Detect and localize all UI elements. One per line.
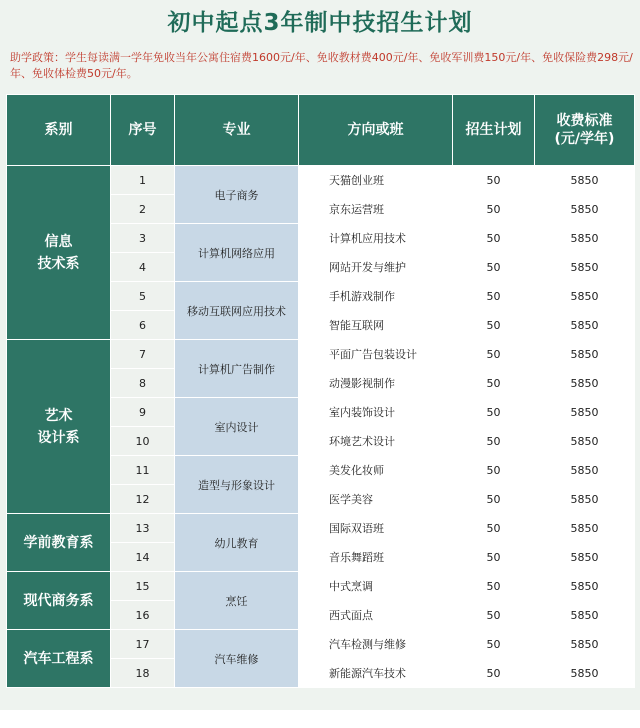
quota-cell: 50 <box>453 195 535 224</box>
direction-cell: 国际双语班 <box>299 514 453 543</box>
quota-cell: 50 <box>453 427 535 456</box>
row-num: 11 <box>111 456 175 485</box>
quota-cell: 50 <box>453 224 535 253</box>
major-cell: 电子商务 <box>175 166 299 224</box>
row-num: 3 <box>111 224 175 253</box>
direction-cell: 医学美容 <box>299 485 453 514</box>
direction-cell: 平面广告包装设计 <box>299 340 453 369</box>
table-row <box>7 340 635 369</box>
header-dept: 系别 <box>7 95 111 166</box>
fee-cell: 5850 <box>535 630 635 659</box>
fee-cell: 5850 <box>535 398 635 427</box>
direction-cell: 手机游戏制作 <box>299 282 453 311</box>
direction-cell: 智能互联网 <box>299 311 453 340</box>
fee-cell: 5850 <box>535 369 635 398</box>
fee-cell: 5850 <box>535 166 635 195</box>
page-title: 初中起点3年制中技招生计划 <box>167 10 473 36</box>
direction-cell: 网站开发与维护 <box>299 253 453 282</box>
fee-cell: 5850 <box>535 282 635 311</box>
header-major: 专业 <box>175 95 299 166</box>
quota-cell: 50 <box>453 166 535 195</box>
dept-cell <box>7 340 111 514</box>
quota-cell: 50 <box>453 282 535 311</box>
dept-name-line1: 信息 <box>44 233 73 250</box>
dept-cell: 现代商务系 <box>7 572 111 630</box>
fee-cell: 5850 <box>535 195 635 224</box>
direction-cell: 环境艺术设计 <box>299 427 453 456</box>
quota-cell: 50 <box>453 485 535 514</box>
header-num: 序号 <box>111 95 175 166</box>
dept-name-line2: 设计系 <box>37 429 80 446</box>
dept-cell: 汽车工程系 <box>7 630 111 688</box>
quota-cell: 50 <box>453 456 535 485</box>
major-cell: 烹饪 <box>175 572 299 630</box>
quota-cell: 50 <box>453 659 535 688</box>
direction-cell: 动漫影视制作 <box>299 369 453 398</box>
direction-cell: 中式烹调 <box>299 572 453 601</box>
fee-cell: 5850 <box>535 456 635 485</box>
row-num: 7 <box>111 340 175 369</box>
header-quota: 招生计划 <box>453 95 535 166</box>
row-num: 1 <box>111 166 175 195</box>
row-num: 9 <box>111 398 175 427</box>
direction-cell: 汽车检测与维修 <box>299 630 453 659</box>
quota-cell: 50 <box>453 398 535 427</box>
table-header-row <box>7 95 635 166</box>
direction-cell: 京东运营班 <box>299 195 453 224</box>
table-row <box>7 572 635 601</box>
fee-cell: 5850 <box>535 253 635 282</box>
table-row <box>7 166 635 195</box>
row-num: 16 <box>111 601 175 630</box>
dept-cell: 学前教育系 <box>7 514 111 572</box>
fee-cell: 5850 <box>535 659 635 688</box>
quota-cell: 50 <box>453 253 535 282</box>
row-num: 17 <box>111 630 175 659</box>
row-num: 15 <box>111 572 175 601</box>
table-row <box>7 630 635 659</box>
header-fee-line1: 收费标准 <box>556 113 613 129</box>
major-cell: 移动互联网应用技术 <box>175 282 299 340</box>
row-num: 18 <box>111 659 175 688</box>
major-cell: 造型与形象设计 <box>175 456 299 514</box>
row-num: 12 <box>111 485 175 514</box>
row-num: 13 <box>111 514 175 543</box>
quota-cell: 50 <box>453 340 535 369</box>
major-cell: 幼儿教育 <box>175 514 299 572</box>
direction-cell: 美发化妆师 <box>299 456 453 485</box>
bottom-strip <box>0 710 640 728</box>
major-cell: 室内设计 <box>175 398 299 456</box>
row-num: 8 <box>111 369 175 398</box>
header-fee <box>535 95 635 166</box>
row-num: 5 <box>111 282 175 311</box>
quota-cell: 50 <box>453 601 535 630</box>
direction-cell: 西式面点 <box>299 601 453 630</box>
direction-cell: 新能源汽车技术 <box>299 659 453 688</box>
dept-name-line1: 艺术 <box>44 407 73 424</box>
row-num: 2 <box>111 195 175 224</box>
row-num: 4 <box>111 253 175 282</box>
row-num: 6 <box>111 311 175 340</box>
major-cell: 汽车维修 <box>175 630 299 688</box>
fee-cell: 5850 <box>535 224 635 253</box>
fee-cell: 5850 <box>535 572 635 601</box>
fee-cell: 5850 <box>535 514 635 543</box>
table-row <box>7 514 635 543</box>
direction-cell: 音乐舞蹈班 <box>299 543 453 572</box>
row-num: 10 <box>111 427 175 456</box>
direction-cell: 室内装饰设计 <box>299 398 453 427</box>
enrollment-table <box>6 94 635 688</box>
quota-cell: 50 <box>453 630 535 659</box>
quota-cell: 50 <box>453 514 535 543</box>
row-num: 14 <box>111 543 175 572</box>
header-fee-line2: (元/学年) <box>554 131 615 147</box>
fee-cell: 5850 <box>535 543 635 572</box>
major-cell: 计算机广告制作 <box>175 340 299 398</box>
dept-name-line2: 技术系 <box>37 255 80 272</box>
fee-cell: 5850 <box>535 311 635 340</box>
quota-cell: 50 <box>453 543 535 572</box>
major-cell: 计算机网络应用 <box>175 224 299 282</box>
quota-cell: 50 <box>453 369 535 398</box>
dept-cell <box>7 166 111 340</box>
fee-cell: 5850 <box>535 427 635 456</box>
direction-cell: 天猫创业班 <box>299 166 453 195</box>
policy-text: 助学政策：学生每读满一学年免收当年公寓住宿费1600元/年、免收教材费400元/年、免收军训费150元/年、免收保险费298元/年、免收体检费50元/年。 <box>10 51 633 80</box>
fee-cell: 5850 <box>535 485 635 514</box>
header-direction: 方向或班 <box>299 95 453 166</box>
direction-cell: 计算机应用技术 <box>299 224 453 253</box>
quota-cell: 50 <box>453 311 535 340</box>
quota-cell: 50 <box>453 572 535 601</box>
fee-cell: 5850 <box>535 601 635 630</box>
fee-cell: 5850 <box>535 340 635 369</box>
